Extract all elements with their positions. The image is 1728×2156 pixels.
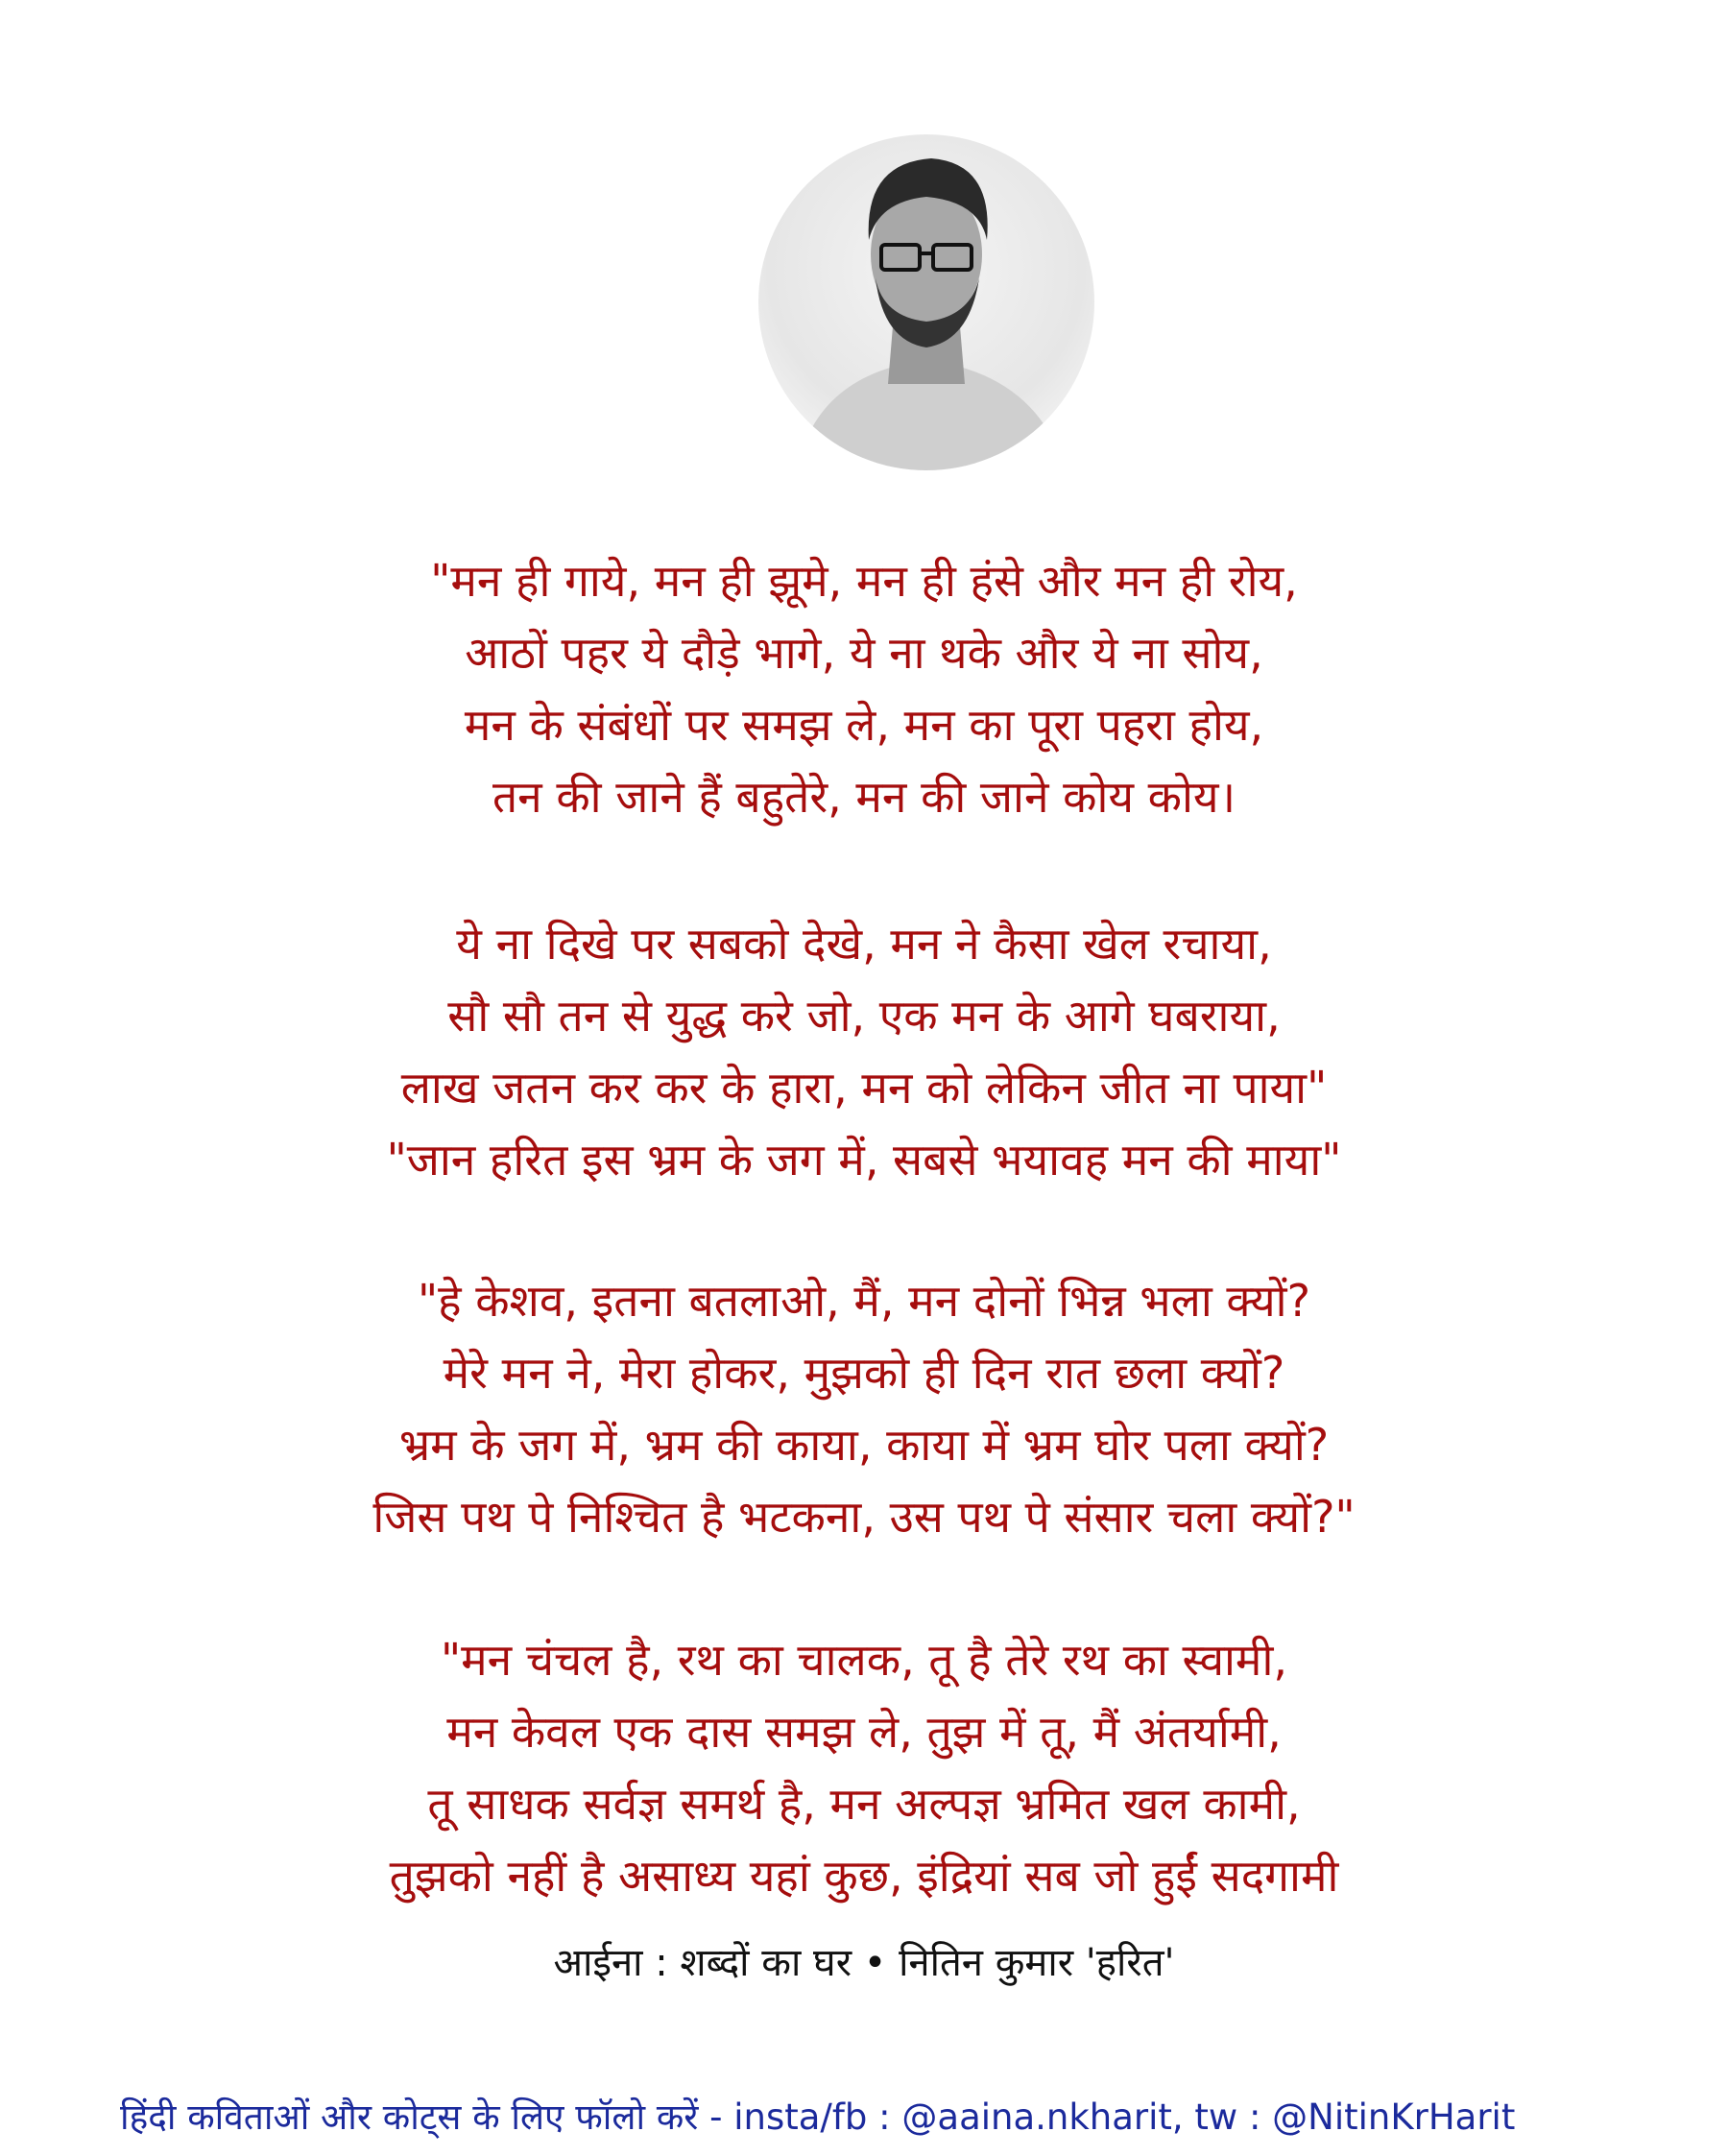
poem-line: जिस पथ पे निश्चित है भटकना, उस पथ पे संसार चला क्यों?" bbox=[372, 1491, 1356, 1543]
poem-line: भ्रम के जग में, भ्रम की काया, काया में भ्रम घोर पला क्यों? bbox=[398, 1419, 1330, 1471]
author-photo bbox=[758, 134, 1094, 470]
poem-line: मन के संबंधों पर समझ ले, मन का पूरा पहरा होय, bbox=[464, 699, 1264, 751]
social-footer: हिंदी कविताओं और कोट्स के लिए फॉलो करें - insta/fb : @aaina.nkharit, tw : @NitinKrHarit bbox=[120, 2096, 1516, 2138]
poem-line: ये ना दिखे पर सबको देखे, मन ने कैसा खेल रचाया, bbox=[456, 918, 1272, 970]
poem-line: मन केवल एक दास समझ ले, तुझ में तू, मैं अंतर्यामी, bbox=[446, 1706, 1282, 1758]
poem-line: मेरे मन ने, मेरा होकर, मुझको ही दिन रात छला क्यों? bbox=[443, 1347, 1285, 1399]
poem-line: "मन चंचल है, रथ का चालक, तू है तेरे रथ का स्वामी, bbox=[441, 1634, 1287, 1686]
poem-line: तू साधक सर्वज्ञ समर्थ है, मन अल्पज्ञ भ्रमित खल कामी, bbox=[427, 1778, 1301, 1830]
stanza-4 bbox=[0, 1624, 1728, 1912]
poem-line: "मन ही गाये, मन ही झूमे, मन ही हंसे और मन ही रोय, bbox=[430, 555, 1298, 607]
author-portrait-icon bbox=[758, 134, 1094, 470]
poem-line: "हे केशव, इतना बतलाओ, मैं, मन दोनों भिन्न भला क्यों? bbox=[418, 1275, 1310, 1327]
author-credit: आईना : शब्दों का घर • नितिन कुमार 'हरित' bbox=[553, 1941, 1175, 1985]
poem-line: लाख जतन कर कर के हारा, मन को लेकिन जीत ना पाया" bbox=[400, 1062, 1328, 1114]
poem-line: "जान हरित इस भ्रम के जग में, सबसे भयावह मन की माया" bbox=[386, 1134, 1342, 1186]
poem-line: तुझको नहीं है असाध्य यहां कुछ, इंद्रियां सब जो हुईं सदगामी bbox=[389, 1850, 1339, 1902]
stanza-2 bbox=[0, 908, 1728, 1196]
poem-line: सौ सौ तन से युद्ध करे जो, एक मन के आगे घबराया, bbox=[447, 990, 1281, 1042]
poem-line: तन की जाने हैं बहुतेरे, मन की जाने कोय कोय। bbox=[492, 771, 1236, 823]
stanza-1 bbox=[0, 545, 1728, 833]
stanza-3 bbox=[0, 1265, 1728, 1553]
poem-line: आठों पहर ये दौड़े भागे, ये ना थके और ये ना सोय, bbox=[465, 627, 1263, 679]
